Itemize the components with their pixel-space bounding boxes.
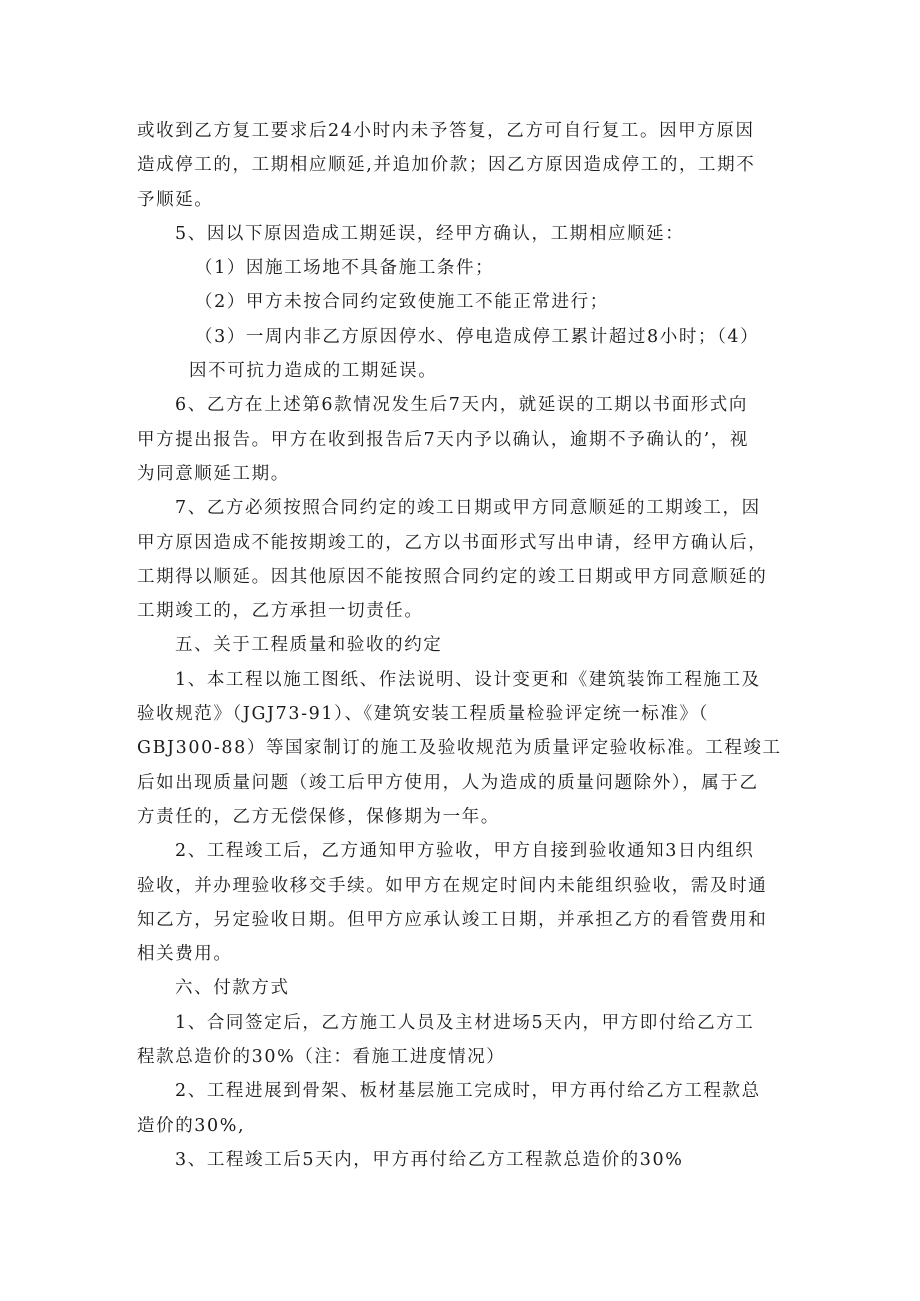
text-line: 为同意顺延工期。 [137, 463, 290, 484]
text-line: 甲方原因造成不能按期竣工的，乙方以书面形式写出申请，经甲方确认后， [137, 532, 768, 553]
quality-clause-2: 2、工程竣工后，乙方通知甲方验收，甲方自接到验收通知3日内组织 [175, 841, 755, 862]
text-line: 知乙方，另定验收日期。但甲方应承认竣工日期，并承担乙方的看管费用和 [137, 909, 768, 930]
clause-6: 6、乙方在上述第6款情况发生后7天内，就延误的工期以书面形式向 [175, 395, 748, 416]
text-line: 程款总造价的30%（注：看施工进度情况） [137, 1047, 506, 1068]
payment-clause-2: 2、工程进展到骨架、板材基层施工完成时，甲方再付给乙方工程款总 [175, 1081, 761, 1102]
text-line: 验收，并办理验收移交手续。如甲方在规定时间内未能组织验收，需及时通 [137, 875, 768, 896]
quality-clause-1: 1、本工程以施工图纸、作法说明、设计变更和《建筑装饰工程施工及 [175, 669, 761, 690]
sub-item-4: 因不可抗力造成的工期延误。 [189, 361, 438, 382]
text-line: 造成停工的，工期相应顺延,并追加价款；因乙方原因造成停工的，工期不 [137, 155, 756, 176]
text-line: 验收规范》（JGJ73-91）、《建筑安装工程质量检验评定统一标准》（ [137, 704, 709, 725]
section-heading-6: 六、付款方式 [175, 978, 290, 999]
text-line: 予顺延。 [137, 189, 214, 210]
text-line: GBJ300-88）等国家制订的施工及验收规范为质量评定验收标准。工程竣工 [137, 738, 782, 759]
section-heading-5: 五、关于工程质量和验收的约定 [175, 635, 443, 656]
payment-clause-3: 3、工程竣工后5天内，甲方再付给乙方工程款总造价的30% [175, 1149, 684, 1170]
sub-item-2: （2）甲方未按合同约定致使施工不能正常进行； [195, 292, 609, 313]
text-line: 甲方提出报告。甲方在收到报告后7天内予以确认，逾期不予确认的’，视 [137, 429, 749, 450]
clause-7: 7、乙方必须按照合同约定的竣工日期或甲方同意顺延的工期竣工，因 [175, 498, 761, 519]
sub-item-1: （1）因施工场地不具备施工条件； [195, 258, 495, 279]
text-line: 工期竣工的，乙方承担一切责任。 [137, 601, 424, 622]
text-line: 或收到乙方复工要求后24小时内未予答复，乙方可自行复工。因甲方原因 [137, 121, 755, 141]
text-line: 后如出现质量问题（竣工后甲方使用，人为造成的质量问题除外），属于乙 [137, 772, 759, 793]
payment-clause-1: 1、合同签定后，乙方施工人员及主材进场5天内，甲方即付给乙方工 [175, 1012, 755, 1033]
text-line: 造价的30%, [137, 1115, 246, 1136]
text-line: 相关费用。 [137, 944, 233, 965]
text-line: 方责任的，乙方无偿保修，保修期为一年。 [137, 806, 500, 827]
document-body [137, 114, 789, 1177]
clause-5: 5、因以下原因造成工期延误，经甲方确认，工期相应顺延： [175, 223, 685, 244]
text-line: 工期得以顺延。因其他原因不能按照合同约定的竣工日期或甲方同意顺延的 [137, 566, 768, 587]
sub-item-3: （3）一周内非乙方原因停水、停电造成停工累计超过8小时；（4） [195, 326, 760, 347]
